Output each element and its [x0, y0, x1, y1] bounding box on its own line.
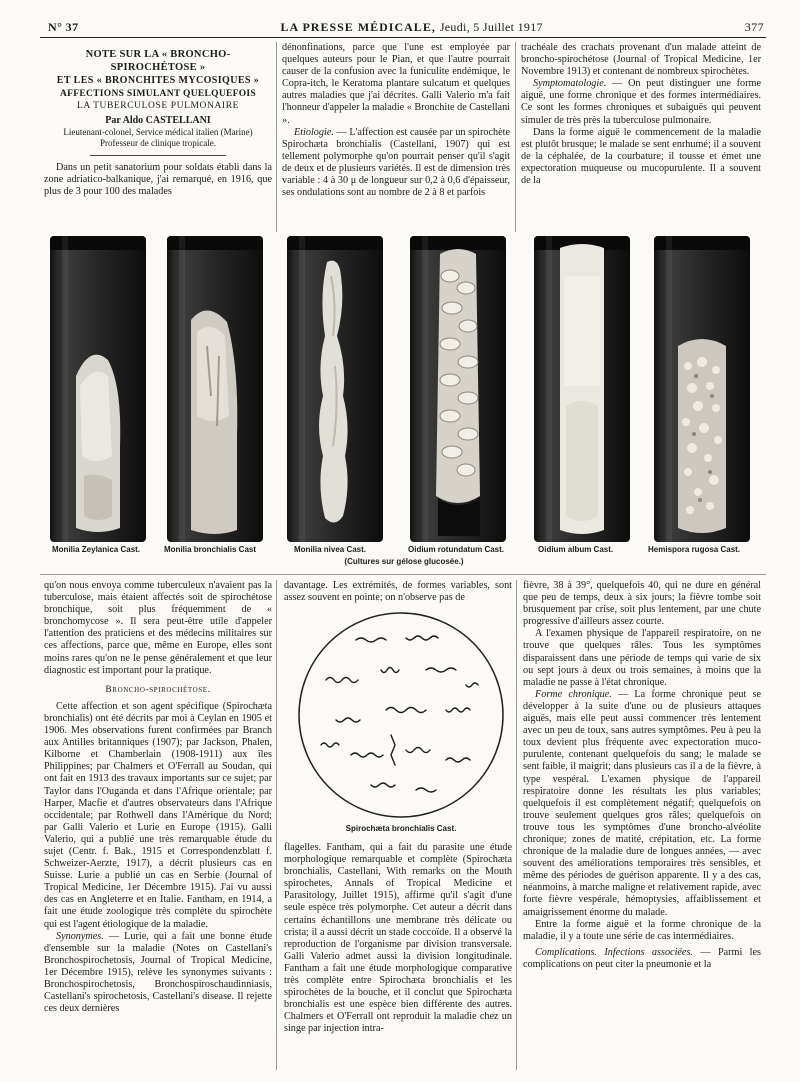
title-rule [90, 155, 227, 156]
paragraph: Entre la forme aiguë et la forme chronique de la maladie, il y a toute une série de cas intermédiaires. [523, 918, 761, 942]
figure-caption: Monilia bronchialis Cast [164, 545, 257, 554]
culture-tube-photo [287, 236, 383, 542]
culture-tubes-figure [44, 236, 760, 544]
author-role: Lieutenant-colonel, Service médical italien (Marine) [63, 127, 253, 137]
column-divider [516, 580, 517, 1070]
journal-name: LA PRESSE MÉDICALE, [280, 20, 436, 34]
column-3-bottom [523, 580, 761, 971]
section-lead: Symptomatologie. [533, 78, 607, 90]
author-role-2: Professeur de clinique tropicale. [100, 138, 216, 148]
column-2-top [282, 42, 510, 199]
article-byline: Par Aldo CASTELLANI [105, 115, 211, 126]
column-1-top [44, 48, 272, 198]
paragraph: qu'on nous envoya comme tuberculeux n'avaient pas la tuberculose, mais étaient affectés soit de spirochétose bronchique, soit plus fréquemment de « bronchomycose ». Il sera peut-être utile d'appeler l'attention des praticiens et des médecins militaires sur ces affections, parce que, même en Europe, elles sont moins rares qu'on ne le pense généralement et que leur diagnostic est important pour la pratique. [44, 580, 272, 676]
paragraph: davantage. Les extrémités, de formes variables, sont assez souvent en pointe; on n'observe pas de [284, 580, 512, 604]
column-2-bottom-continued [284, 842, 512, 1036]
paragraph: fièvre, 38 à 39°, quelquefois 40, qui ne dure en général que peu de temps, deux à six jours; la fièvre tombe soit brusquement par crise, soit plus lentement, par une chute progressive d'ailleurs assez courte. [523, 580, 761, 628]
figure-caption: Oidium rotundatum Cast. [408, 545, 504, 554]
section-lead: Etiologie. [294, 126, 334, 138]
paragraph: trachéale des crachats provenant d'un malade atteint de broncho-spirochétose (Journal of Tropical Medicine, 1er Novembre 1913) et contenant de nombreux spirochètes. [521, 42, 761, 78]
figure-captions [44, 545, 760, 573]
article-subtitle: AFFECTIONS SIMULANT QUELQUEFOIS [60, 89, 256, 99]
column-divider [515, 42, 516, 232]
header-rule [40, 37, 766, 38]
culture-tube-photo [654, 236, 750, 542]
paragraph-text: — Lurie, qui a fait une bonne étude d'ensemble sur la maladie (Notes on Castellani's Bronchospirochetosis, Journal of Tropical Medicine, 1er Décembre 1915), relève les synonymes suivants : Bronchospirochetosis, Bronchospiroschaudinniasis, Castellani's spirochetosis, Castellani's disease. Il rejette ces deux dernières [44, 930, 272, 1015]
issue-number: N° 37 [48, 20, 79, 34]
column-1-bottom [44, 580, 272, 1015]
paragraph: A l'examen physique de l'appareil respiratoire, on ne trouve que quelques râles. Tous les symptômes disparaissent dans une période de temps qui varie de six ou sept jours à deux ou trois semaines, à moins que la maladie ne passe à l'état chronique. [523, 628, 761, 688]
figure-caption: Oidium album Cast. [538, 545, 614, 554]
paragraph [523, 689, 761, 919]
article-title-block [44, 48, 272, 156]
paragraph: Dans un petit sanatorium pour soldats établi dans la zone adriatico-balkanique, j'ai remarqué, en 1916, que plus de 3 pour 100 des malades [44, 162, 272, 198]
article-title: NOTE SUR LA « BRONCHO-SPIROCHÉTOSE » [85, 49, 231, 73]
paragraph: Cette affection et son agent spécifique (Spirochæta bronchialis) ont été décrits par moi à Ceylan en 1905 et 1906. Mes observations furent confirmées par Branch aux Antilles britanniques (1907); par Jackson, Phalen, Kilborne et Chamberlain (1908-1911) aux îles Philippines; par Chalmers et O'Ferrall au Soudan, qui ont fait en 1913 des travaux importants sur ce sujet; par Taylor dans l'Ouganda et dans l'Afrique orientale; par Harper, Macfie et d'autres observateurs dans l'Afrique occidentale; par Rothwell dans l'Amérique du Nord; par Galli Valerio et Lurie en Europe (1915). Galli Valerio, qui a publié une très remarquable étude du sujet (Centr. f. Bak., 1915 et Correspondenzblatt f. Schweizer-Aerzte, 1917), a décrit plusieurs cas en Suisse. Lurie a publié un cas en Serbie (Journal of Tropical Medicine, 1er Décembre 1915). J'ai vu aussi des cas en Angleterre et en Italie. Fantham, en 1914, a fait une étude zoologique très complète du spirochète qui est l'agent étiologique de la maladie. [44, 700, 272, 930]
paragraph [523, 947, 761, 971]
culture-tube-photo [167, 236, 263, 542]
figure-caption: Hemispora rugosa Cast. [648, 545, 741, 554]
spirochete-microscope-figure [296, 610, 506, 820]
paragraph-text: — L'affection est causée par un spirochète Spirochæta bronchialis (Castellani, 1907) qui est tellement polymorphe qu'on pourrait penser qu'il s'agit de deux et de plusieurs variétés. Il est de dimension très variable : 4 à 30 μ de longueur sur 0,2 à 0,6 d'épaisseur, ses ondulations sont au nombre de 2 à 8 et parfois [282, 126, 510, 199]
paragraph [521, 78, 761, 126]
paragraph: Dans la forme aiguë le commencement de la maladie est plutôt brusque; le malade se sent enrhumé; il a souvent de la céphalée, de la courbature; il tousse et émet une expectoration muqueuse ou mucopurulente. Il a souvent de la [521, 126, 761, 187]
section-lead: Forme chronique. [535, 688, 612, 700]
paragraph [282, 127, 510, 200]
column-3-top [521, 42, 761, 187]
figure-caption: Monilia Zeylanica Cast. [52, 545, 141, 554]
figure-caption: Monilia nivea Cast. [294, 545, 367, 554]
culture-tube-photo [50, 236, 146, 542]
issue-date: Jeudi, 5 Juillet 1917 [439, 20, 543, 34]
journal-date-line [280, 20, 542, 35]
paragraph [44, 931, 272, 1016]
section-heading: Broncho-spirochétose. [105, 684, 211, 695]
paragraph: flagelles. Fantham, qui a fait du parasite une étude morphologique remarquable et complète (Spirochæta bronchialis, Castellani, With remarks on the Mouth spirochetes, Annals of Tropical Medicine et Parasitology, Juillet 1915), affirme qu'il s'agit d'une seule espèce très polymorphe. Cet auteur a décrit dans certains échantillons une membrane très délicate ou crista; il a aussi décrit un stade coccoïde. Il a observé la reproduction de l'organisme par division transversale. Galli Valerio admet aussi la division longitudinale. Fantham a fait une étude morphologique comparative très complète entre Spirochæta bronchialis et les spirochètes de la bouche, et il conclut que Spirochæta bronchialis est une espèce bien différente des autres. Chalmers et O'Ferrall ont reproduit la maladie chez un singe par injection intra- [284, 842, 512, 1035]
column-divider [276, 42, 277, 232]
paragraph: dénonfinations, parce que l'une est employée par quelques auteurs pour le Pian, et que l'autre pourrait causer de la confusion avec la funiculite endémique, le Copra-itch, le Keratoma plantare sulcatum et quelques autres maladies que j'ai décrites. Galli Valerio m'a fait l'honneur d'appeler la maladie « Bronchite de Castellani ». [282, 42, 511, 126]
figure-caption: Spirochæta bronchialis Cast. [345, 824, 457, 833]
column-2-bottom [284, 580, 512, 604]
paragraph-text: — On peut distinguer une forme aiguë, une forme chronique et des formes intermédiaires. Ce sont les formes chroniques et subaiguës qui peuvent simuler de très près la tuberculose pulmonaire. [521, 78, 761, 126]
paragraph-text: — La forme chronique peut se développer à la suite d'une ou de plusieurs attaques aiguës, mais elle peut aussi commencer très lentement avec un peu de toux, sans autres symptômes. Peu à peu la toux devient plus fréquente avec expectoration muco-purulente, contenant quelquefois du sang; le malade se sent faible, il maigrit; dans plusieurs cas il a de la fièvre, à type vespéral. L'examen physique de l'appareil respiratoire donne les résultats les plus variables; quelquefois il est complètement négatif; quelquefois on trouve seulement quelques gros râles; quelquefois on trouve tous les symptômes d'une broncho-alvéolite chronique; zones de matité, crépitation, etc. La forme chronique de la maladie dure de longues années, — avec souvent des améliorations temporaires très sensibles, et même des périodes de guérison apparente. Il y a des cas, néanmoins, à marche maligne et relativement rapide, avec forte fièvre vespérale, hémoptysies, affaiblissement et amaigrissement énorme du malade. [523, 688, 761, 918]
paragraph-text: — Parmi les complications on peut citer la pneumonie et la [523, 946, 761, 970]
page-number: 377 [744, 20, 764, 34]
page-header [48, 20, 764, 38]
column-divider [276, 580, 277, 1070]
culture-tube-photo [410, 236, 506, 542]
culture-tube-photo [534, 236, 630, 542]
article-subtitle-2: LA TUBERCULOSE PULMONAIRE [76, 101, 240, 111]
section-lead: Complications. Infections associées. [535, 946, 693, 958]
figure-note: (Cultures sur gélose glucosée.) [344, 557, 464, 566]
figure-rule [40, 574, 766, 575]
section-lead: Synonymes. [56, 930, 104, 942]
article-title-2: ET LES « BRONCHITES MYCOSIQUES » [56, 75, 260, 86]
